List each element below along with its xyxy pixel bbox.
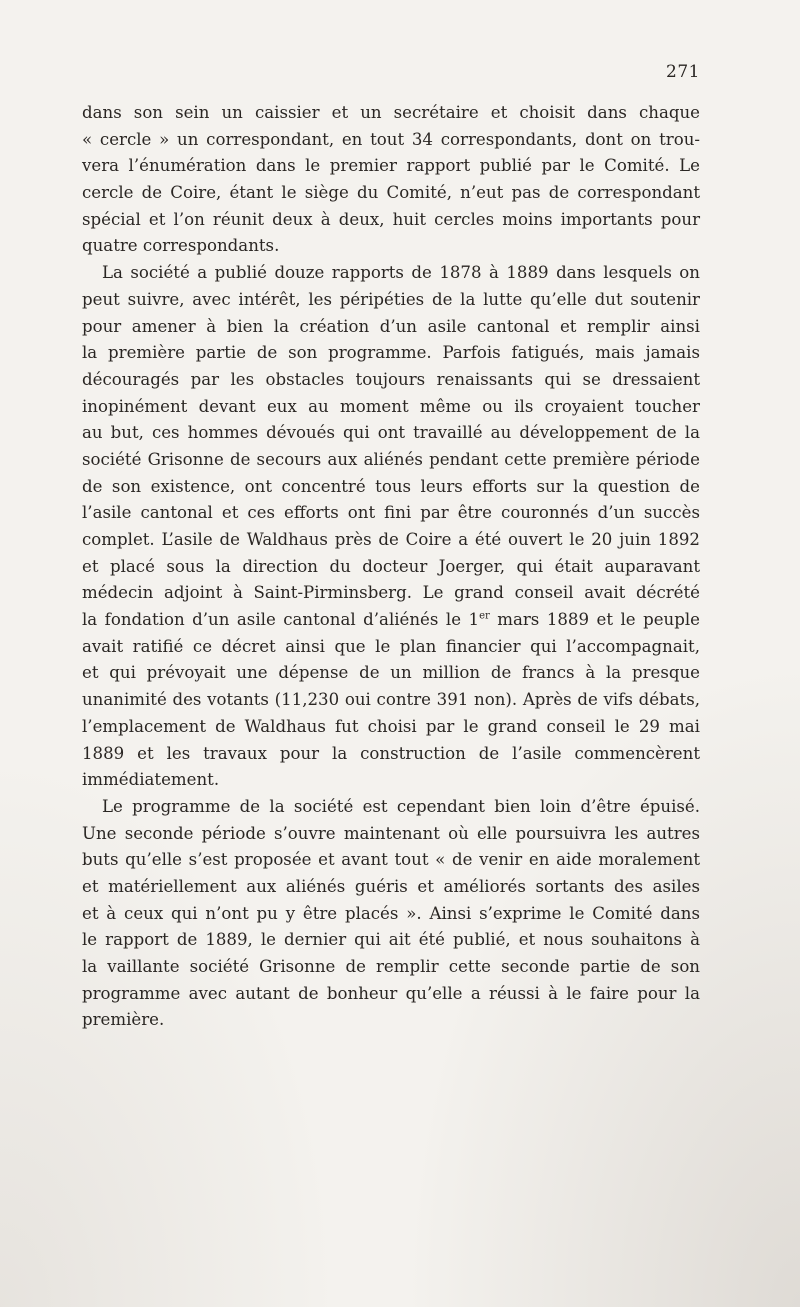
- text-line: la fondation d’un asile cantonal d’aliénés le 1er mars 1889 et le peuple: [82, 610, 700, 630]
- text-line: l’emplacement de Waldhaus fut choisi par le grand conseil le 29 mai: [82, 716, 700, 736]
- text-line: découragés par les obstacles toujours renaissants qui se dressaient: [82, 369, 700, 389]
- text-line: l’asile cantonal et ces efforts ont fini par être couronnés d’un succès: [82, 503, 700, 523]
- text-line: et qui prévoyait une dépense de un million de francs à la presque: [82, 663, 700, 683]
- text-line: complet. L’asile de Waldhaus près de Coire a été ouvert le 20 juin 1892: [82, 530, 700, 549]
- text-line: le rapport de 1889, le dernier qui ait été publié, et nous souhaitons à: [82, 930, 700, 950]
- text-line: au but, ces hommes dévoués qui ont travaillé au développement de la: [82, 423, 700, 443]
- text-line: et placé sous la direction du docteur Joerger, qui était auparavant: [82, 556, 700, 576]
- text-line: unanimité des votants (11,230 oui contre 391 non). Après de vifs débats,: [82, 690, 700, 710]
- text-line: Le programme de la société est cependant bien loin d’être épuisé.: [102, 796, 700, 816]
- text-line: et matériellement aux aliénés guéris et améliorés sortants des asiles: [82, 876, 700, 896]
- page-number: 271: [666, 62, 700, 82]
- text-line: cercle de Coire, étant le siège du Comité, n’eut pas de correspondant: [82, 183, 700, 203]
- text-line: société Grisonne de secours aux aliénés pendant cette première période: [82, 449, 700, 469]
- text-line: vera l’énumération dans le premier rapport publié par le Comité. Le: [82, 156, 700, 176]
- text-line: immédiatement.: [82, 770, 220, 790]
- text-line: La société a publié douze rapports de 1878 à 1889 dans lesquels on: [102, 263, 700, 283]
- text-line: la première partie de son programme. Parfois fatigués, mais jamais: [82, 343, 700, 363]
- text-line: médecin adjoint à Saint-Pirminsberg. Le grand conseil avait décrété: [82, 583, 700, 603]
- text-line: et à ceux qui n’ont pu y être placés ». Ainsi s’exprime le Comité dans: [82, 903, 700, 923]
- text-line: de son existence, ont concentré tous leurs efforts sur la question de: [82, 476, 700, 496]
- text-line: buts qu’elle s’est proposée et avant tout « de venir en aide moralement: [82, 850, 700, 870]
- text-line: première.: [82, 1010, 165, 1030]
- text-line: programme avec autant de bonheur qu’elle a réussi à le faire pour la: [82, 983, 700, 1003]
- text-line: dans son sein un caissier et un secrétaire et choisit dans chaque: [82, 103, 700, 122]
- text-line: spécial et l’on réunit deux à deux, huit cercles moins importants pour: [82, 209, 700, 229]
- text-line: quatre correspondants.: [82, 236, 280, 256]
- text-line: Une seconde période s’ouvre maintenant où elle poursuivra les autres: [82, 823, 700, 843]
- text-line: « cercle » un correspondant, en tout 34 correspondants, dont on trou-: [82, 129, 700, 149]
- text-line: inopinément devant eux au moment même ou ils croyaient toucher: [82, 396, 700, 416]
- text-line: la vaillante société Grisonne de remplir cette seconde partie de son: [82, 957, 700, 976]
- body-text: [82, 100, 700, 1034]
- text-line: peut suivre, avec intérêt, les péripéties de la lutte qu’elle dut soutenir: [82, 289, 700, 309]
- text-line: pour amener à bien la création d’un asile cantonal et remplir ainsi: [82, 316, 700, 336]
- text-line: avait ratifié ce décret ainsi que le plan financier qui l’accompagnait,: [82, 636, 700, 656]
- text-line: 1889 et les travaux pour la construction de l’asile commencèrent: [82, 743, 700, 763]
